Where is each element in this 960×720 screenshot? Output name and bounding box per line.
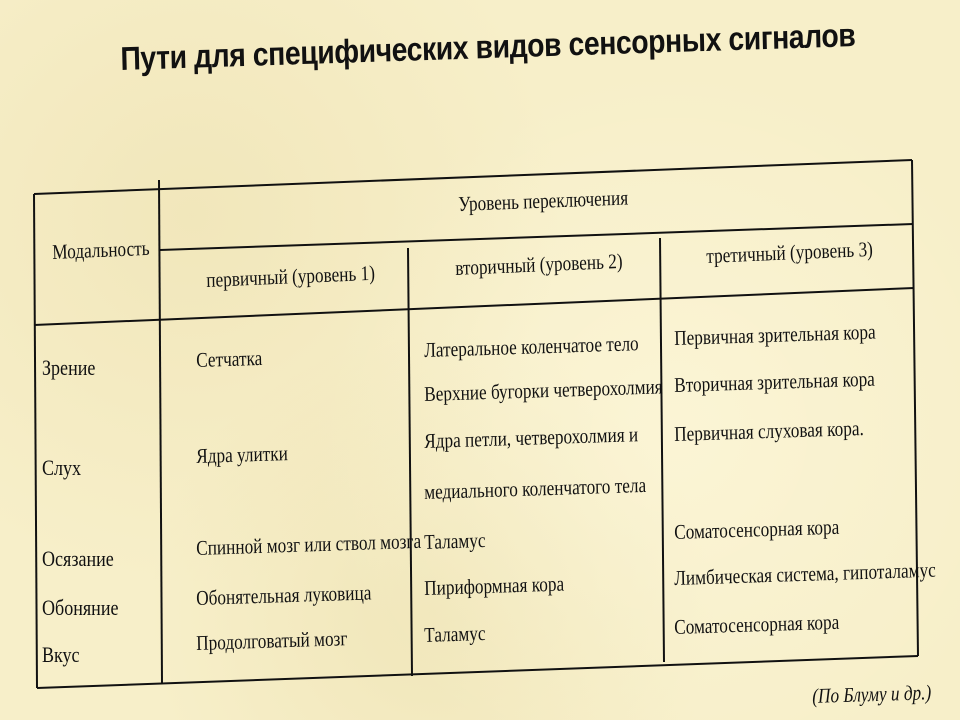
cell-taste-primary: Продолговатый мозг <box>195 626 348 655</box>
cell-smell-secondary: Пириформная кора <box>423 571 565 600</box>
level-header: Уровень переключения <box>457 185 629 216</box>
cell-smell-tertiary: Лимбическая система, гипоталамус <box>673 557 937 590</box>
cell-vision-primary: Сетчатка <box>195 345 263 372</box>
cell-smell-primary: Обонятельная луковица <box>195 580 372 610</box>
cell-hearing-primary: Ядра улитки <box>195 441 289 468</box>
cell-vision-secondary-2: Верхние бугорки четверохолмия <box>423 374 663 406</box>
cell-taste-tertiary: Соматосенсорная кора <box>673 609 840 639</box>
column-header-primary: первичный (уровень 1) <box>205 260 376 292</box>
cell-hearing-secondary-1: Ядра петли, четверохолмия и <box>423 422 639 453</box>
cell-touch-primary: Спинной мозг или ствол мозга <box>195 528 422 560</box>
row-label-taste: Вкус <box>42 642 80 667</box>
cell-vision-tertiary-1: Первичная зрительная кора <box>673 319 876 350</box>
column-header-secondary: вторичный (уровень 2) <box>454 248 623 280</box>
cell-hearing-tertiary: Первичная слуховая кора. <box>673 415 865 446</box>
cell-touch-secondary: Таламус <box>423 528 486 554</box>
row-label-smell: Обоняние <box>42 595 119 620</box>
cell-taste-secondary: Таламус <box>423 621 486 647</box>
column-header-tertiary: третичный (уровень 3) <box>705 236 874 268</box>
page-title: Пути для специфических видов сенсорных сигналов <box>120 16 856 77</box>
cell-vision-tertiary-2: Вторичная зрительная кора <box>673 366 876 397</box>
modality-header: Модальность <box>51 235 150 264</box>
cell-vision-secondary-1: Латеральное коленчатое тело <box>423 331 639 362</box>
cell-touch-tertiary: Соматосенсорная кора <box>673 514 840 544</box>
row-label-hearing: Слух <box>42 455 82 480</box>
row-label-touch: Осязание <box>42 546 114 571</box>
row-label-vision: Зрение <box>42 355 96 380</box>
cell-hearing-secondary-2: медиального коленчатого тела <box>423 472 647 504</box>
source-citation: (По Блуму и др.) <box>812 680 932 708</box>
